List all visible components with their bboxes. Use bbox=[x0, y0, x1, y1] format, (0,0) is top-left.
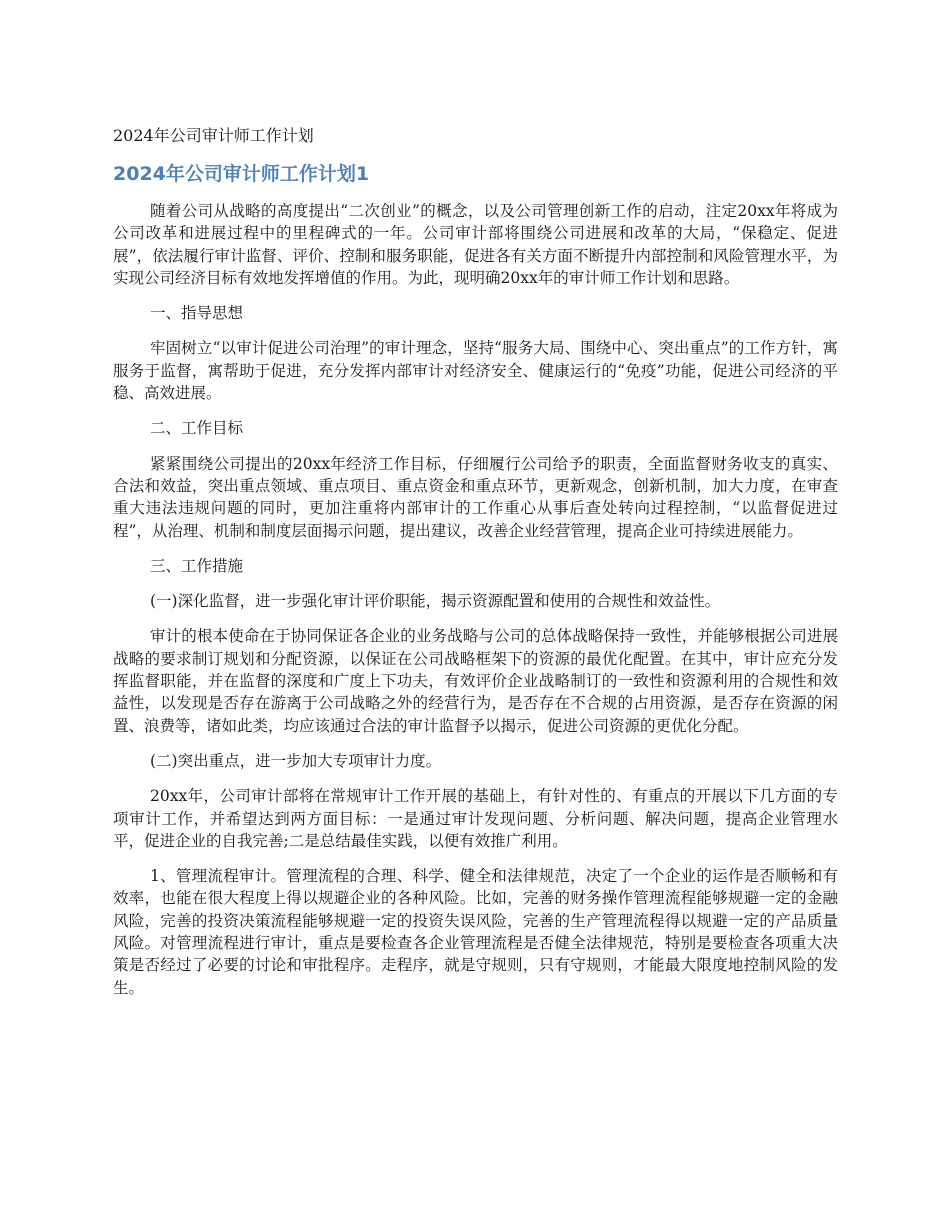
subheading-deepen-supervision: (一)深化监督，进一步强化审计评价职能，揭示资源配置和使用的合规性和效益性。 bbox=[150, 592, 721, 611]
document-title: 2024年公司审计师工作计划 bbox=[113, 126, 314, 145]
paragraph-work-goals: 紧紧围绕公司提出的20xx年经济工作目标，仔细履行公司给予的职责，全面监督财务收支的真实、合法和效益，突出重点领域、重点项目、重点资金和重点环节，更新观念，创新机制，加大力度，在审查重大违法违规问题的同时，更加注重将内部审计的工作重心从事后查处转向过程控制，“以监督促进过程”，从治理、机制和制度层面揭示问题，提出建议，改善企业经营管理，提高企业可持续进展能力。 bbox=[113, 454, 838, 540]
heading-work-goals: 二、工作目标 bbox=[150, 419, 244, 438]
section-heading: 2024年公司审计师工作计划1 bbox=[113, 163, 370, 185]
paragraph-audit-mission: 审计的根本使命在于协同保证各企业的业务战略与公司的总体战略保持一致性，并能够根据公司进展战略的要求制订规划和分配资源，以保证在公司战略框架下的资源的最优化配置。在其中，审计应充分发挥监督职能，并在监督的深度和广度上下功夫，有效评价企业战略制订的一致性和资源利用的合规性和效益性，以发现是否存在游离于公司战略之外的经营行为，是否存在不合规的占用资源，是否存在资源的闲置、浪费等，诸如此类，均应该通过合法的审计监督予以揭示，促进公司资源的更优化分配。 bbox=[113, 627, 838, 735]
paragraph-guiding-ideology: 牢固树立“以审计促进公司治理”的审计理念，坚持“服务大局、围绕中心、突出重点”的工作方针，寓服务于监督，寓帮助于促进，充分发挥内部审计对经济安全、健康运行的“免疫”功能，促进公司经济的平稳、高效进展。 bbox=[113, 339, 838, 403]
heading-work-measures: 三、工作措施 bbox=[150, 556, 244, 575]
paragraph-special-audit: 20xx年，公司审计部将在常规审计工作开展的基础上，有针对性的、有重点的开展以下几方面的专项审计工作，并希望达到两方面目标：一是通过审计发现问题、分析问题、解决问题，提高企业管理水平，促进企业的自我完善;二是总结最佳实践，以便有效推广利用。 bbox=[113, 787, 838, 850]
paragraph-process-audit: 1、管理流程审计。管理流程的合理、科学、健全和法律规范，决定了一个企业的运作是否顺畅和有效率，也能在很大程度上得以规避企业的各种风险。比如，完善的财务操作管理流程能够规避一定的金融风险，完善的投资决策流程能够规避一定的投资失误风险，完善的生产管理流程得以规避一定的产品质量风险。对管理流程进行审计，重点是要检查各企业管理流程是否健全法律规范，特别是要检查各项重大决策是否经过了必要的讨论和审批程序。走程序，就是守规则，只有守规则，才能最大限度地控制风险的发生。 bbox=[113, 867, 838, 997]
subheading-special-audit: (二)突出重点，进一步加大专项审计力度。 bbox=[150, 751, 442, 770]
paragraph-intro: 随着公司从战略的高度提出“二次创业”的概念，以及公司管理创新工作的启动，注定20xx年将成为公司改革和进展过程中的里程碑式的一年。公司审计部将围绕公司进展和改革的大局，“保稳定、促进展”，依法履行审计监督、评价、控制和服务职能，促进各有关方面不断提升内部控制和风险管理水平，为实现公司经济目标有效地发挥增值的作用。为此，现明确20xx年的审计师工作计划和思路。 bbox=[113, 202, 838, 287]
heading-guiding-ideology: 一、指导思想 bbox=[150, 304, 244, 323]
document-page bbox=[113, 124, 838, 1012]
